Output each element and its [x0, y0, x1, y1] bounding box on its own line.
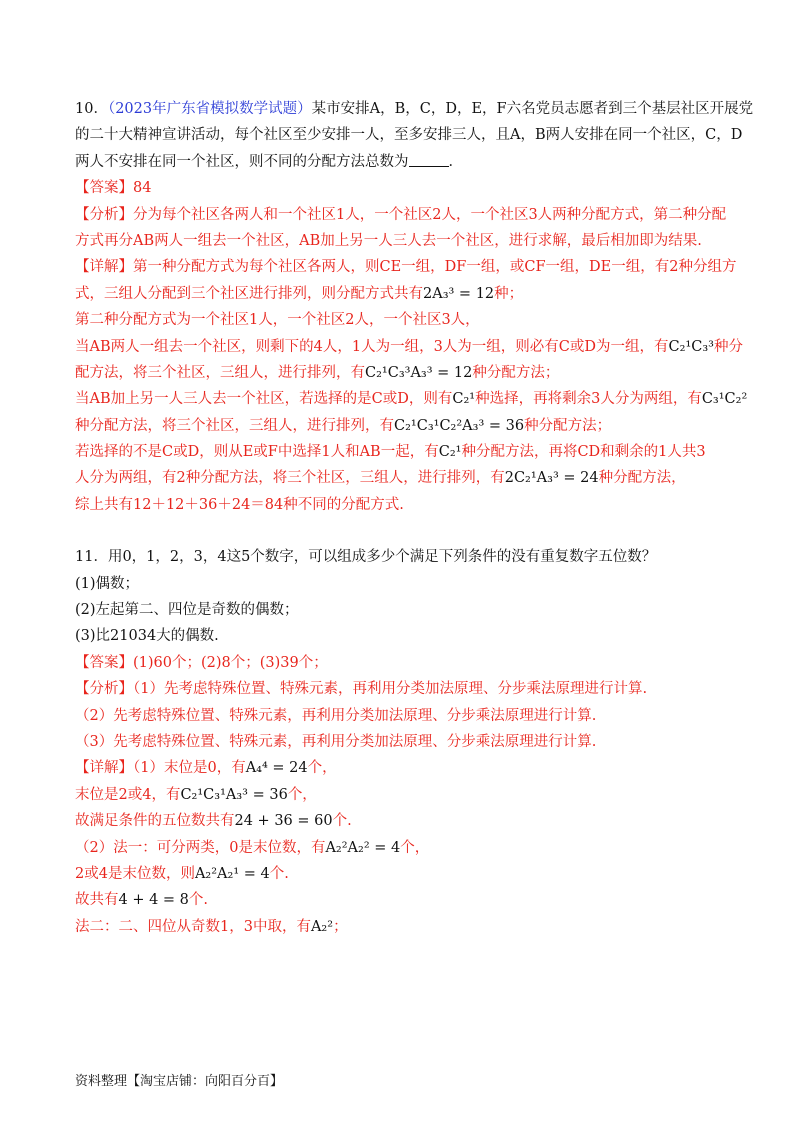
q10-line-1: 10．（2023年广东省模拟数学试题）某市安排A，B，C，D，E，F六名党员志愿者到三个基层社区开展党 [75, 101, 754, 117]
q11-analysis-2: （2）先考虑特殊位置、特殊元素，再利用分类加法原理、分步乘法原理进行计算. [75, 707, 597, 724]
formula: C₂¹C₃¹C₂²A₃³ = 36 [394, 417, 525, 434]
q10-analysis-1: 【分析】分为每个社区各两人和一个社区1人，一个社区2人，一个社区3人两种分配方式，第二种分配 [75, 206, 727, 223]
q11-stem: 11．用0，1，2，3，4这5个数字，可以组成多少个满足下列条件的没有重复数字五位数？ [75, 549, 657, 566]
formula: 2C₂¹A₃³ = 24 [504, 470, 599, 487]
q10-line-3: 两人不安排在同一个社区，则不同的分配方法总数为 ． [75, 153, 463, 170]
q10-detail-1: 【详解】第一种分配方式为每个社区各两人，则CE一组，DF一组，或CF一组，DE一组，有2种分组方 [75, 259, 737, 276]
formula: 2A₃³ = 12 [423, 285, 495, 302]
q10-detail-8: 若选择的不是C或D，则从E或F中选择1人和AB一起，有C₂¹种分配方法，再将CD和剩余的1人共3 [75, 444, 706, 461]
q10-detail-9: 人分为两组，有2种分配方法，将三个社区，三组人，进行排列，有2C₂¹A₃³ = 24种分配方法， [75, 470, 686, 487]
q10-detail-10: 综上共有12＋12＋36＋24＝84种不同的分配方式. [75, 496, 404, 513]
q10-detail-2: 式，三组人分配到三个社区进行排列，则分配方式共有2A₃³ = 12种； [75, 285, 524, 302]
q10-detail-4: 当AB两人一组去一个社区，则剩下的4人，1人为一组，3人为一组，则必有C或D为一组，有C₂¹C₃³种分 [75, 338, 743, 355]
formula: C₂¹ [438, 444, 462, 461]
formula: A₂²A₂¹ = 4 [194, 865, 270, 882]
formula: C₃¹C₂² [701, 391, 748, 408]
q10-detail-5: 配方法，将三个社区，三组人，进行排列，有C₂¹C₃³A₃³ = 12种分配方法； [75, 364, 560, 381]
formula: C₂¹ [452, 391, 476, 408]
q10-detail-7: 种分配方法，将三个社区，三组人，进行排列，有C₂¹C₃¹C₂²A₃³ = 36种分配方法； [75, 417, 612, 434]
q10-source: （2023年广东省模拟数学试题） [107, 101, 312, 117]
q10-detail-6: 当AB加上另一人三人去一个社区，若选择的是C或D，则有C₂¹种选择，再将剩余3人分为两组，有C₃¹C₂² [75, 391, 748, 408]
formula: C₂¹C₃³ [668, 338, 714, 355]
formula: 4 + 4 = 8 [118, 892, 189, 909]
q11-detail-3: 故满足条件的五位数共有24 + 36 = 60个. [75, 813, 352, 830]
q11-detail-1: 【详解】（1）末位是0，有A₄⁴ = 24个， [75, 760, 337, 777]
formula: A₄⁴ = 24 [245, 760, 308, 777]
formula: A₂²A₂² = 4 [325, 839, 401, 856]
q10-line-2: 的二十大精神宣讲活动，每个社区至少安排一人，至多安排三人，且A，B两人安排在同一个社区，C，D [75, 127, 743, 144]
q11-detail-7: 法二：二、四位从奇数1，3中取，有A₂²； [75, 918, 348, 935]
formula: 24 + 36 = 60 [234, 813, 333, 830]
formula: C₂¹C₃³A₃³ = 12 [365, 364, 473, 381]
q10-answer: 【答案】84 [75, 180, 152, 197]
q11-analysis-3: （3）先考虑特殊位置、特殊元素，再利用分类加法原理、分步乘法原理进行计算. [75, 733, 597, 750]
page-footer: 资料整理【淘宝店铺：向阳百分百】 [75, 1074, 284, 1089]
spacer [75, 518, 735, 544]
q11-detail-6: 故共有4 + 4 = 8个. [75, 892, 209, 909]
q11-detail-4: （2）法一：可分两类，0是末位数，有A₂²A₂² = 4个， [75, 839, 430, 856]
q11-analysis-1: 【分析】（1）先考虑特殊位置、特殊元素，再利用分类加法原理、分步乘法原理进行计算. [75, 681, 648, 698]
q11-detail-2: 末位是2或4，有C₂¹C₃¹A₃³ = 36个， [75, 786, 317, 803]
document-body [75, 96, 754, 940]
q11-detail-5: 2或4是末位数，则A₂²A₂¹ = 4个. [75, 865, 289, 882]
q10-analysis-2: 方式再分AB两人一组去一个社区，AB加上另一人三人去一个社区，进行求解，最后相加即为结果. [75, 232, 702, 249]
formula: A₂² [310, 918, 334, 935]
formula: C₂¹C₃¹A₃³ = 36 [180, 786, 288, 803]
answer-blank [409, 152, 449, 167]
q11-part-1: (1)偶数； [75, 575, 140, 592]
q11-part-3: (3)比21034大的偶数. [75, 628, 219, 645]
q11-part-2: (2)左起第二、四位是奇数的偶数； [75, 602, 299, 619]
q11-answer: 【答案】(1)60个；(2)8个；(3)39个； [75, 654, 328, 671]
q10-detail-3: 第二种分配方式为一个社区1人，一个社区2人，一个社区3人， [75, 312, 480, 329]
